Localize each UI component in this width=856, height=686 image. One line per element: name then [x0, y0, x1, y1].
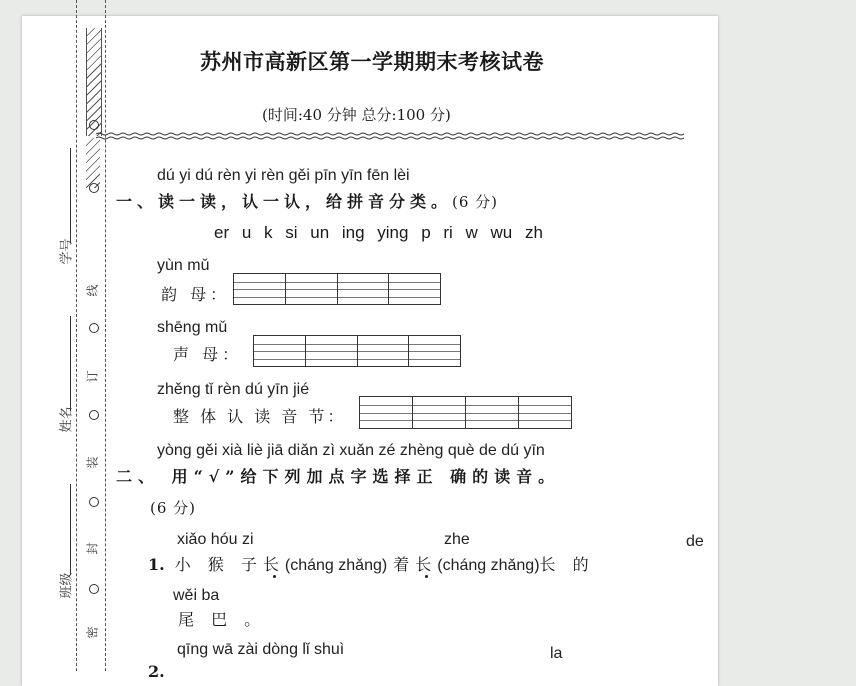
consonant-answer-grid[interactable] [253, 335, 461, 367]
row2-pinyin: shēng mǔ [157, 319, 228, 336]
class-label: 班级 [59, 572, 75, 599]
q1-pinyin-a: xiǎo hóu zi [177, 531, 254, 548]
margin-seal-line [105, 0, 106, 671]
section1-heading: 一、读一读，认一认，给拼音分类。(6 分) [116, 192, 499, 211]
q1-options-2[interactable]: (cháng zhǎng) [437, 557, 540, 574]
q1-text-a: 小 猴 子 [174, 555, 263, 574]
q1-dot-char-2: 长 [415, 555, 438, 574]
vowel-answer-grid[interactable] [233, 273, 441, 305]
row2-label: 声 母： [173, 345, 243, 364]
seal-char: 密 [85, 626, 100, 639]
class-underline [70, 484, 71, 574]
margin-circle [89, 497, 99, 507]
q2-number: 2. [148, 662, 165, 681]
q1-dot-char-1: 长 [262, 555, 285, 574]
margin-circle [89, 584, 99, 594]
question-1 [148, 552, 595, 575]
exam-subtitle: (时间:40 分钟 总分:100 分) [262, 106, 451, 124]
row3-label: 整 体 认 读 音 节： [173, 407, 347, 426]
seal-char: 封 [85, 542, 100, 555]
section2-pinyin: yòng gěi xià liè jiā diǎn zì xuǎn zé zhèng què de dú yīn [157, 442, 545, 459]
q1-number: 1. [148, 555, 165, 574]
margin-circle [89, 410, 99, 420]
student-id-underline [70, 148, 71, 243]
margin-circle [89, 323, 99, 333]
q1-cont-text: 尾 巴 。 [178, 610, 267, 629]
q1-options-1[interactable]: (cháng zhǎng) [284, 557, 388, 574]
margin-circle [89, 183, 99, 193]
student-id-label: 学号 [59, 238, 75, 265]
q1-cont-pinyin: wěi ba [173, 587, 220, 604]
seal-char: 订 [85, 370, 100, 383]
exam-title: 苏州市高新区第一学期期末考核试卷 [200, 49, 544, 74]
wavy-divider [96, 132, 684, 140]
margin-fold-line [76, 0, 77, 671]
row3-pinyin: zhěng tǐ rèn dú yīn jié [157, 381, 310, 398]
section2-points: (6 分) [150, 499, 197, 517]
pinyin-letter-bank: er u k si un ing ying p ri w wu zh [214, 223, 543, 242]
margin-hatch-middle [86, 138, 100, 188]
q1-text-c: 长 的 [539, 555, 595, 574]
q2-pinyin-b: la [550, 645, 563, 662]
name-label: 姓名 [59, 406, 75, 433]
name-underline [70, 316, 71, 411]
seal-char: 线 [85, 284, 100, 297]
row1-label: 韵 母： [161, 285, 231, 304]
q1-pinyin-b: zhe [444, 531, 470, 548]
row1-pinyin: yùn mǔ [157, 257, 210, 274]
q2-pinyin-a: qīng wā zài dòng lǐ shuì [177, 641, 345, 658]
q1-pinyin-c: de [686, 533, 704, 550]
q1-text-b: 着 [393, 555, 416, 574]
syllable-answer-grid[interactable] [359, 396, 572, 429]
margin-circle [89, 120, 99, 130]
seal-char: 装 [85, 456, 100, 469]
section1-pinyin: dú yi dú rèn yi rèn gěi pīn yīn fēn lèi [157, 167, 410, 184]
section1-points: (6 分) [452, 193, 499, 211]
section2-heading: 二、 用“√”给下列加点字选择正 确的读音。 [116, 467, 561, 486]
